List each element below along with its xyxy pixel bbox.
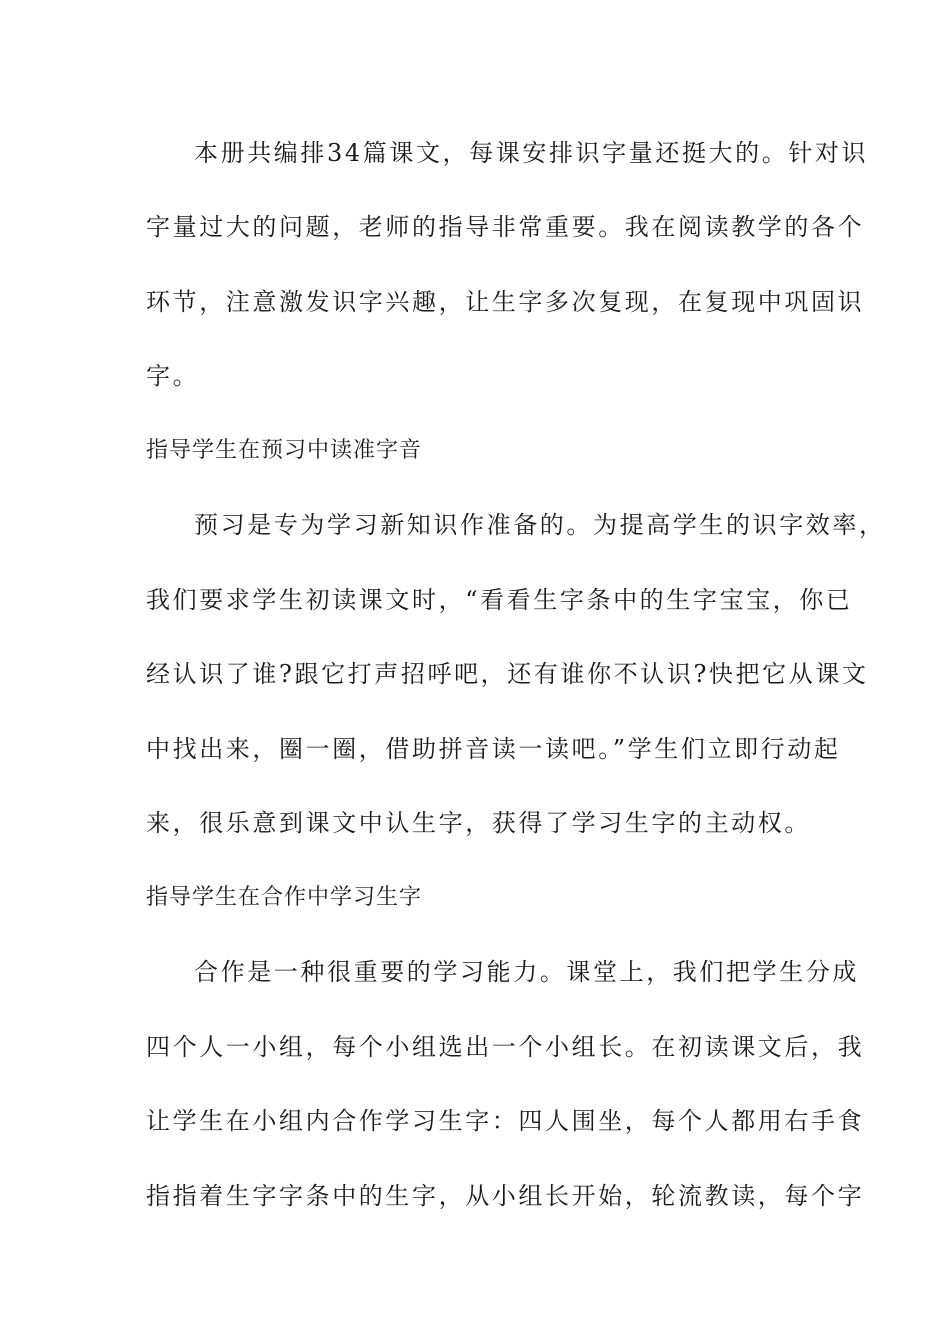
paragraph-line: 本册共编排34篇课文，每课安排识字量还挺大的。针对识 [194, 139, 869, 167]
paragraph-line: 环节，注意激发识字兴趣，让生字多次复现，在复现中巩固识 [146, 288, 865, 316]
section-heading: 指导学生在预习中读准字音 [146, 438, 423, 463]
paragraph-line: 字量过大的问题，老师的指导非常重要。我在阅读教学的各个 [146, 213, 865, 241]
paragraph-line: 字。 [146, 362, 200, 390]
paragraph-line: 预习是专为学习新知识作准备的。为提高学生的识字效率， [194, 511, 886, 539]
paragraph-line: 合作是一种很重要的学习能力。课堂上，我们把学生分成 [194, 958, 859, 986]
paragraph-line: 指指着生字字条中的生字，从小组长开始，轮流教读，每个字 [146, 1182, 865, 1210]
paragraph-line: 中找出来，圈一圈，借助拼音读一读吧。”学生们立即行动起 [146, 735, 841, 763]
section-heading: 指导学生在合作中学习生字 [146, 885, 423, 910]
paragraph-line: 让学生在小组内合作学习生字：四人围坐，每个人都用右手食 [146, 1107, 865, 1135]
paragraph-line: 四个人一小组，每个小组选出一个小组长。在初读课文后，我 [146, 1033, 865, 1061]
paragraph-line: 经认识了谁?跟它打声招呼吧，还有谁你不认识?快把它从课文 [146, 660, 869, 688]
paragraph-line: 我们要求学生初读课文时，“看看生字条中的生字宝宝，你已 [146, 586, 853, 614]
paragraph-line: 来，很乐意到课文中认生字，获得了学习生字的主动权。 [146, 809, 811, 837]
